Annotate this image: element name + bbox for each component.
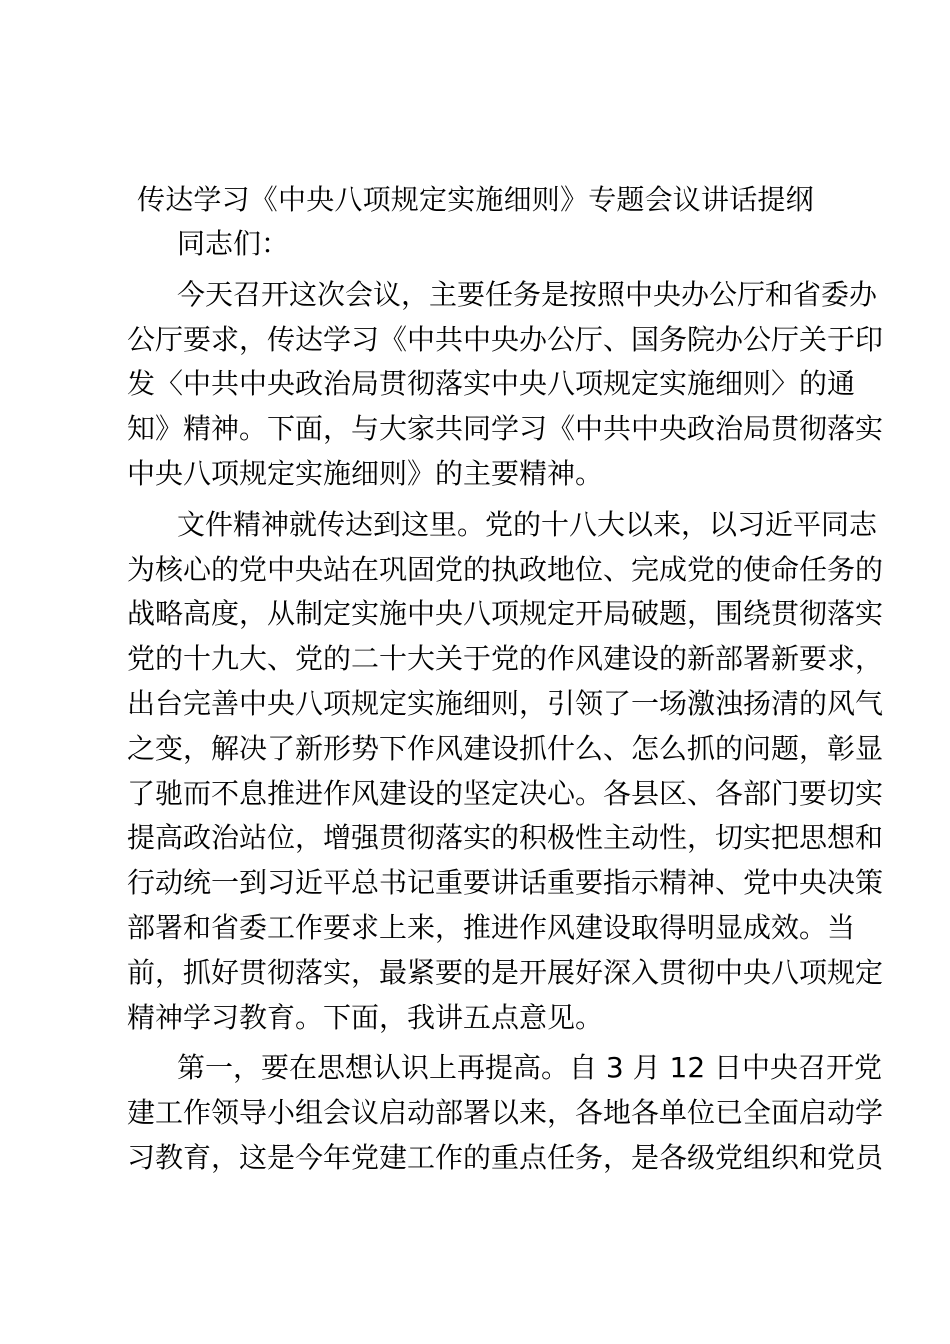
document-title: 传达学习《中央八项规定实施细则》专题会议讲话提纲 — [137, 183, 814, 216]
paragraph-line: 中央八项规定实施细则》的主要精神。 — [127, 456, 604, 490]
paragraph-line: 提高政治站位，增强贯彻落实的积极性主动性，切实把思想和 — [127, 821, 884, 855]
paragraph-line: 文件精神就传达到这里。党的十八大以来，以习近平同志 — [177, 507, 878, 541]
paragraph-line: 发〈中共中央政治局贯彻落实中央八项规定实施细则〉的通 — [127, 367, 856, 401]
paragraph-3 — [127, 1046, 884, 1180]
paragraph-line: 为核心的党中央站在巩固党的执政地位、完成党的使命任务的 — [127, 552, 884, 586]
paragraph-line: 公厅要求，传达学习《中共中央办公厅、国务院办公厅关于印 — [127, 322, 884, 356]
document-body — [127, 222, 884, 1181]
paragraph-line: 行动统一到习近平总书记重要讲话重要指示精神、党中央决策 — [127, 866, 884, 900]
salutation: 同志们： — [177, 227, 290, 260]
paragraph-line: 之变，解决了新形势下作风建设抓什么、怎么抓的问题，彰显 — [127, 731, 884, 765]
paragraph-line: 了驰而不息推进作风建设的坚定决心。各县区、各部门要切实 — [127, 776, 884, 810]
paragraph-line: 建工作领导小组会议启动部署以来，各地各单位已全面启动学 — [127, 1096, 884, 1130]
paragraph-line: 党的十九大、党的二十大关于党的作风建设的新部署新要求， — [127, 642, 884, 676]
paragraph-line: 知》精神。下面，与大家共同学习《中共中央政治局贯彻落实 — [127, 412, 884, 446]
paragraph-line: 精神学习教育。下面，我讲五点意见。 — [127, 1000, 604, 1034]
paragraph-1 — [127, 273, 884, 497]
paragraph-2 — [127, 503, 884, 1041]
paragraph-line: 部署和省委工作要求上来，推进作风建设取得明显成效。当 — [127, 910, 856, 944]
paragraph-line: 习教育，这是今年党建工作的重点任务，是各级党组织和党员 — [127, 1140, 884, 1174]
paragraph-line: 前，抓好贯彻落实，最紧要的是开展好深入贯彻中央八项规定 — [127, 955, 884, 989]
paragraph-line: 出台完善中央八项规定实施细则，引领了一场激浊扬清的风气 — [127, 686, 884, 720]
paragraph-line: 第一，要在思想认识上再提高。自 3 月 12 日中央召开党 — [177, 1051, 883, 1085]
paragraph-line: 战略高度，从制定实施中央八项规定开局破题，围绕贯彻落实 — [127, 597, 884, 631]
paragraph-line: 今天召开这次会议，主要任务是按照中央办公厅和省委办 — [177, 277, 878, 311]
